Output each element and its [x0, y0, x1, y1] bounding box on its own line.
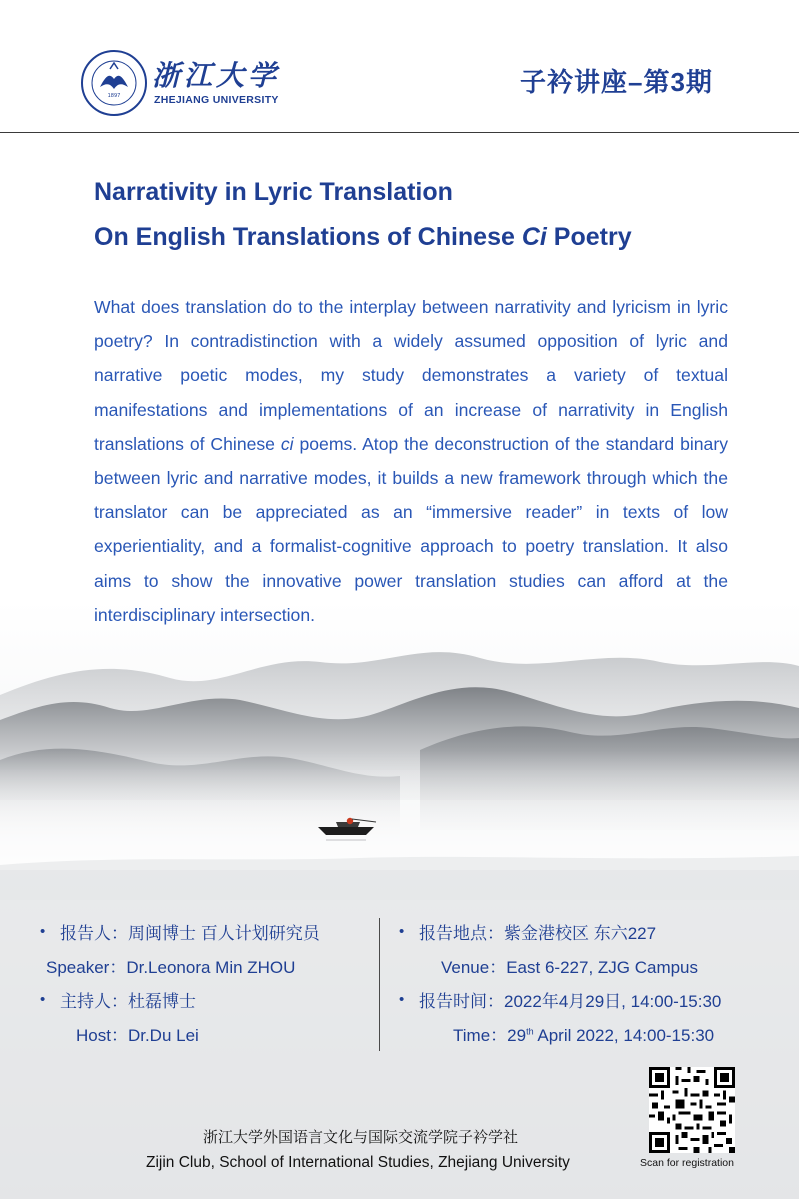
venue-cn: 报告地点：紫金港校区 东六227 [419, 924, 657, 943]
host-cn: 主持人：杜磊博士 [60, 992, 196, 1011]
organizer-cn: 浙江大学外国语言文化与国际交流学院子衿学社 [203, 1129, 519, 1146]
lecture-title-line1: Narrativity in Lyric Translation [94, 178, 453, 206]
svg-text:1897: 1897 [107, 93, 121, 99]
university-name-cn: 浙江大学 [152, 59, 281, 92]
header [0, 0, 799, 133]
venue-en: Venue：East 6-227, ZJG Campus [441, 958, 699, 977]
organizer-en: Zijin Club, School of International Studies, Zhejiang University [146, 1154, 570, 1171]
header-divider [0, 132, 799, 133]
host-en: Host：Dr.Du Lei [76, 1026, 199, 1045]
speaker-cn: 报告人：周闽博士 百人计划研究员 [60, 924, 320, 943]
speaker-en: Speaker：Dr.Leonora Min ZHOU [46, 958, 296, 977]
zju-seal-icon [80, 49, 148, 117]
time-en: Time：29th April 2022, 14:00-15:30 [453, 1026, 715, 1045]
bullet: • [399, 991, 405, 1008]
lecture-series-title: 子衿讲座–第3期 [520, 67, 713, 97]
bullet: • [40, 923, 46, 940]
event-info [0, 905, 799, 1075]
time-cn: 报告时间：2022年4月29日, 14:00-15:30 [419, 992, 722, 1011]
qr-caption: Scan for registration [640, 1157, 734, 1169]
registration-qr-code[interactable] [649, 1067, 735, 1153]
lecture-abstract: What does translation do to the interplay between narrativity and lyricism in lyric poetry? In contradistinction with a widely assumed opposition of lyric and narrative poetic modes, my study demonstrates a variety of textual manifestations and implementations of an increase of narrativity in English translations of Chinese ci poems. Atop the deconstruction of the standard binary between lyric and narrative modes, it builds a new framework through which the translator can be appreciated as an “immersive reader” in texts of low experientiality, and a formalist-cognitive approach to poetry translation. It also aims to show the innovative power translation studies can afford at the interdisciplinary intersection. [94, 297, 728, 625]
university-name-en: ZHEJIANG UNIVERSITY [154, 94, 279, 106]
bullet: • [399, 923, 405, 940]
lecture-title-line2: On English Translations of Chinese Ci Poetry [94, 223, 632, 251]
bullet: • [40, 991, 46, 1008]
info-column-divider [379, 918, 380, 1051]
